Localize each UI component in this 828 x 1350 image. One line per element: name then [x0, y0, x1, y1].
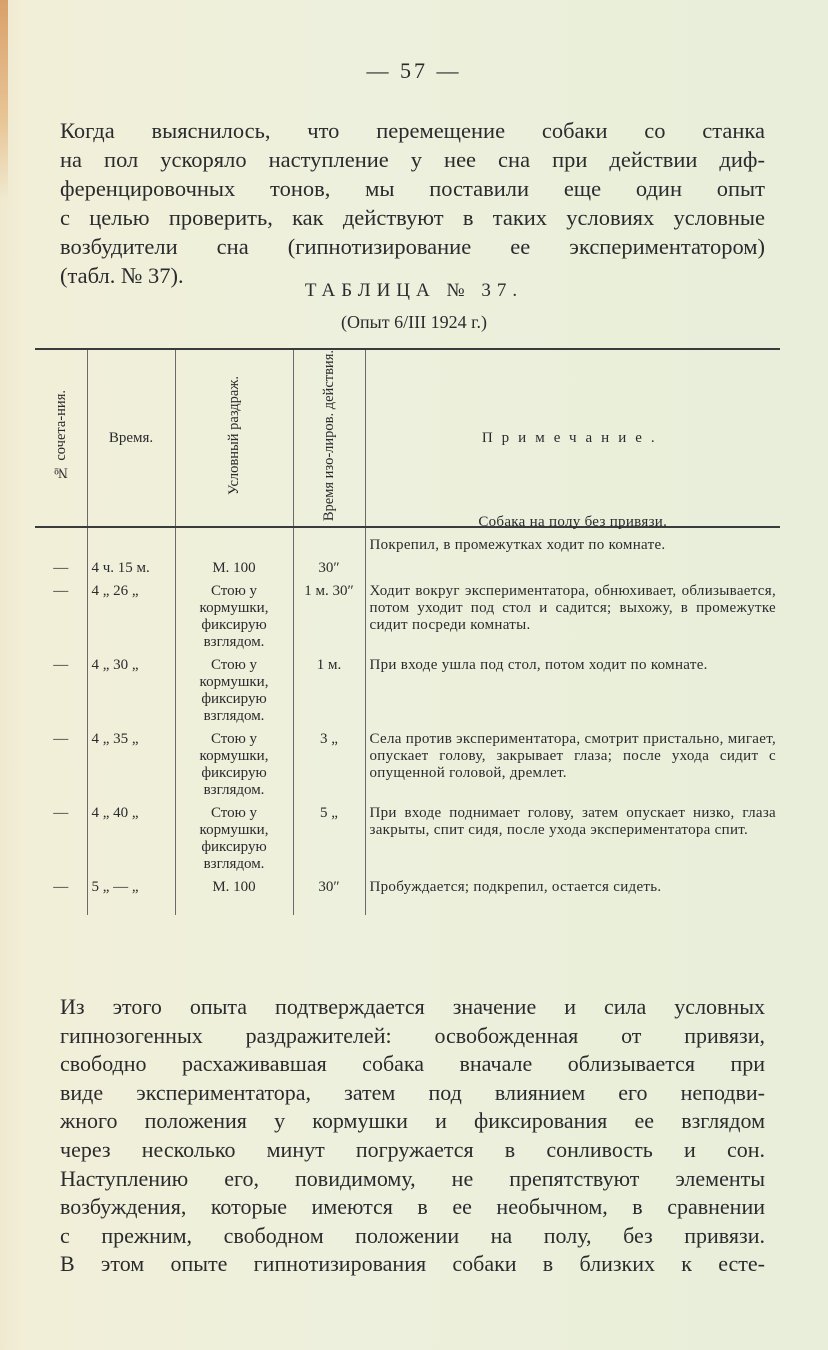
table-subtitle: (Опыт 6/III 1924 г.): [341, 312, 487, 332]
text-line: В этом опыте гипнотизирования собаки в близких к есте-: [60, 1251, 765, 1277]
table-row: [35, 728, 780, 802]
table-header-row: [35, 349, 780, 527]
cell-num: —: [53, 879, 69, 896]
cell-note: Ходит вокруг экспериментатора, обнюхивает, облизывается, потом уходит под стол и садится; выхожу, в промежутке сидит посреди комнаты.: [365, 580, 780, 654]
text-line: ференцировочных тонов, мы поставили еще один опыт: [60, 176, 765, 201]
text-line: гипнозогенных раздражителей: освобожденная от привязи,: [60, 1022, 765, 1048]
text-line: возбудители сна (гипнотизирование ее экспериментатором): [60, 234, 765, 259]
cell-stimulus: Стою у кормушки, фиксирую взглядом.: [175, 728, 293, 802]
intro-paragraph: [60, 116, 765, 290]
cell-duration: 1 м.: [293, 654, 365, 728]
text-line: (табл. № 37).: [60, 263, 184, 288]
cell-duration: 1 м. 30″: [293, 580, 365, 654]
cell-time: 4 „ 26 „: [87, 580, 175, 654]
first-note: Собака на полу без привязи.: [478, 514, 668, 531]
cell-duration: 30″: [293, 527, 365, 580]
cell-note: При входе ушла под стол, потом ходит по комнате.: [365, 654, 780, 728]
header-stimulus: Условный раздраж.: [175, 349, 293, 527]
text-line: жного положения у кормушки и фиксирования ее взглядом: [60, 1108, 765, 1134]
text-line: виде экспериментатора, затем под влиянием его неподви-: [60, 1079, 765, 1105]
table-row: [35, 654, 780, 728]
cell-num: —: [53, 583, 69, 600]
text-line: с прежним, свободном положении на полу, без привязи.: [60, 1222, 765, 1248]
text-line: с целью проверить, как действуют в таких условиях условные: [60, 205, 765, 230]
text-line: Из этого опыта подтверждается значение и сила условных: [60, 994, 765, 1019]
table-row: [35, 527, 780, 580]
cell-time: 4 „ 35 „: [87, 728, 175, 802]
header-time: Время.: [87, 349, 175, 527]
header-isolated-duration: Время изо-лиров. действия.: [293, 349, 365, 527]
cell-stimulus: Стою у кормушки, фиксирую взглядом.: [175, 654, 293, 728]
text-line: Когда выяснилось, что перемещение собаки со станка: [60, 118, 765, 143]
cell-num: —: [53, 657, 69, 674]
table-row: [35, 580, 780, 654]
cell-note: [365, 514, 780, 580]
cell-num: —: [53, 731, 69, 748]
cell-time: 4 „ 30 „: [87, 654, 175, 728]
text-line: свободно расхаживавшая собака вначале облизывается при: [60, 1051, 765, 1077]
cell-note: При входе поднимает голову, затем опускает низко, глаза закрыты, спит сидя, после ухода экспериментатора спит.: [365, 802, 780, 876]
cell-time: 4 ч. 15 м.: [87, 527, 175, 580]
conclusion-paragraph: [60, 993, 765, 1279]
cell-num: —: [53, 805, 69, 822]
header-combination-number: № сочета-ния.: [35, 349, 87, 527]
header-notes: Примечание.: [365, 349, 780, 527]
page-edge-stain: [0, 0, 8, 200]
text-line: возбуждения, которые имеются в ее необычном, в сравнении: [60, 1194, 765, 1220]
cell-stimulus: Стою у кормушки, фиксирую взглядом.: [175, 802, 293, 876]
cell-stimulus: Стою у кормушки, фиксирую взглядом.: [175, 580, 293, 654]
cell-duration: 30″: [293, 876, 365, 899]
table-bottom-space: [35, 899, 780, 915]
table-row: [35, 876, 780, 899]
cell-note: Села против экспериментатора, смотрит пристально, мигает, опускает голову, закрывает глаза; после ухода сидит с опущенной головой, дремлет.: [365, 728, 780, 802]
cell-duration: 5 „: [293, 802, 365, 876]
table-row: [35, 802, 780, 876]
cell-stimulus: М. 100: [175, 527, 293, 580]
experiment-table: [35, 348, 780, 915]
cell-note: Пробуждается; подкрепил, остается сидеть.: [365, 876, 780, 899]
text-line: Наступлению его, повидимому, не препятствуют элементы: [60, 1165, 765, 1191]
cell-duration: 3 „: [293, 728, 365, 802]
page-number: — 57 —: [366, 58, 462, 83]
note-text: Покрепил, в промежутках ходит по комнате.: [369, 537, 666, 554]
table-title: ТАБЛИЦА № 37.: [304, 280, 524, 301]
text-line: через несколько минут погружается в сонливость и сон.: [60, 1136, 765, 1162]
cell-stimulus: М. 100: [175, 876, 293, 899]
cell-num: —: [53, 560, 69, 577]
cell-time: 5 „ — „: [87, 876, 175, 899]
text-line: на пол ускоряло наступление у нее сна при действии диф-: [60, 147, 765, 172]
cell-time: 4 „ 40 „: [87, 802, 175, 876]
